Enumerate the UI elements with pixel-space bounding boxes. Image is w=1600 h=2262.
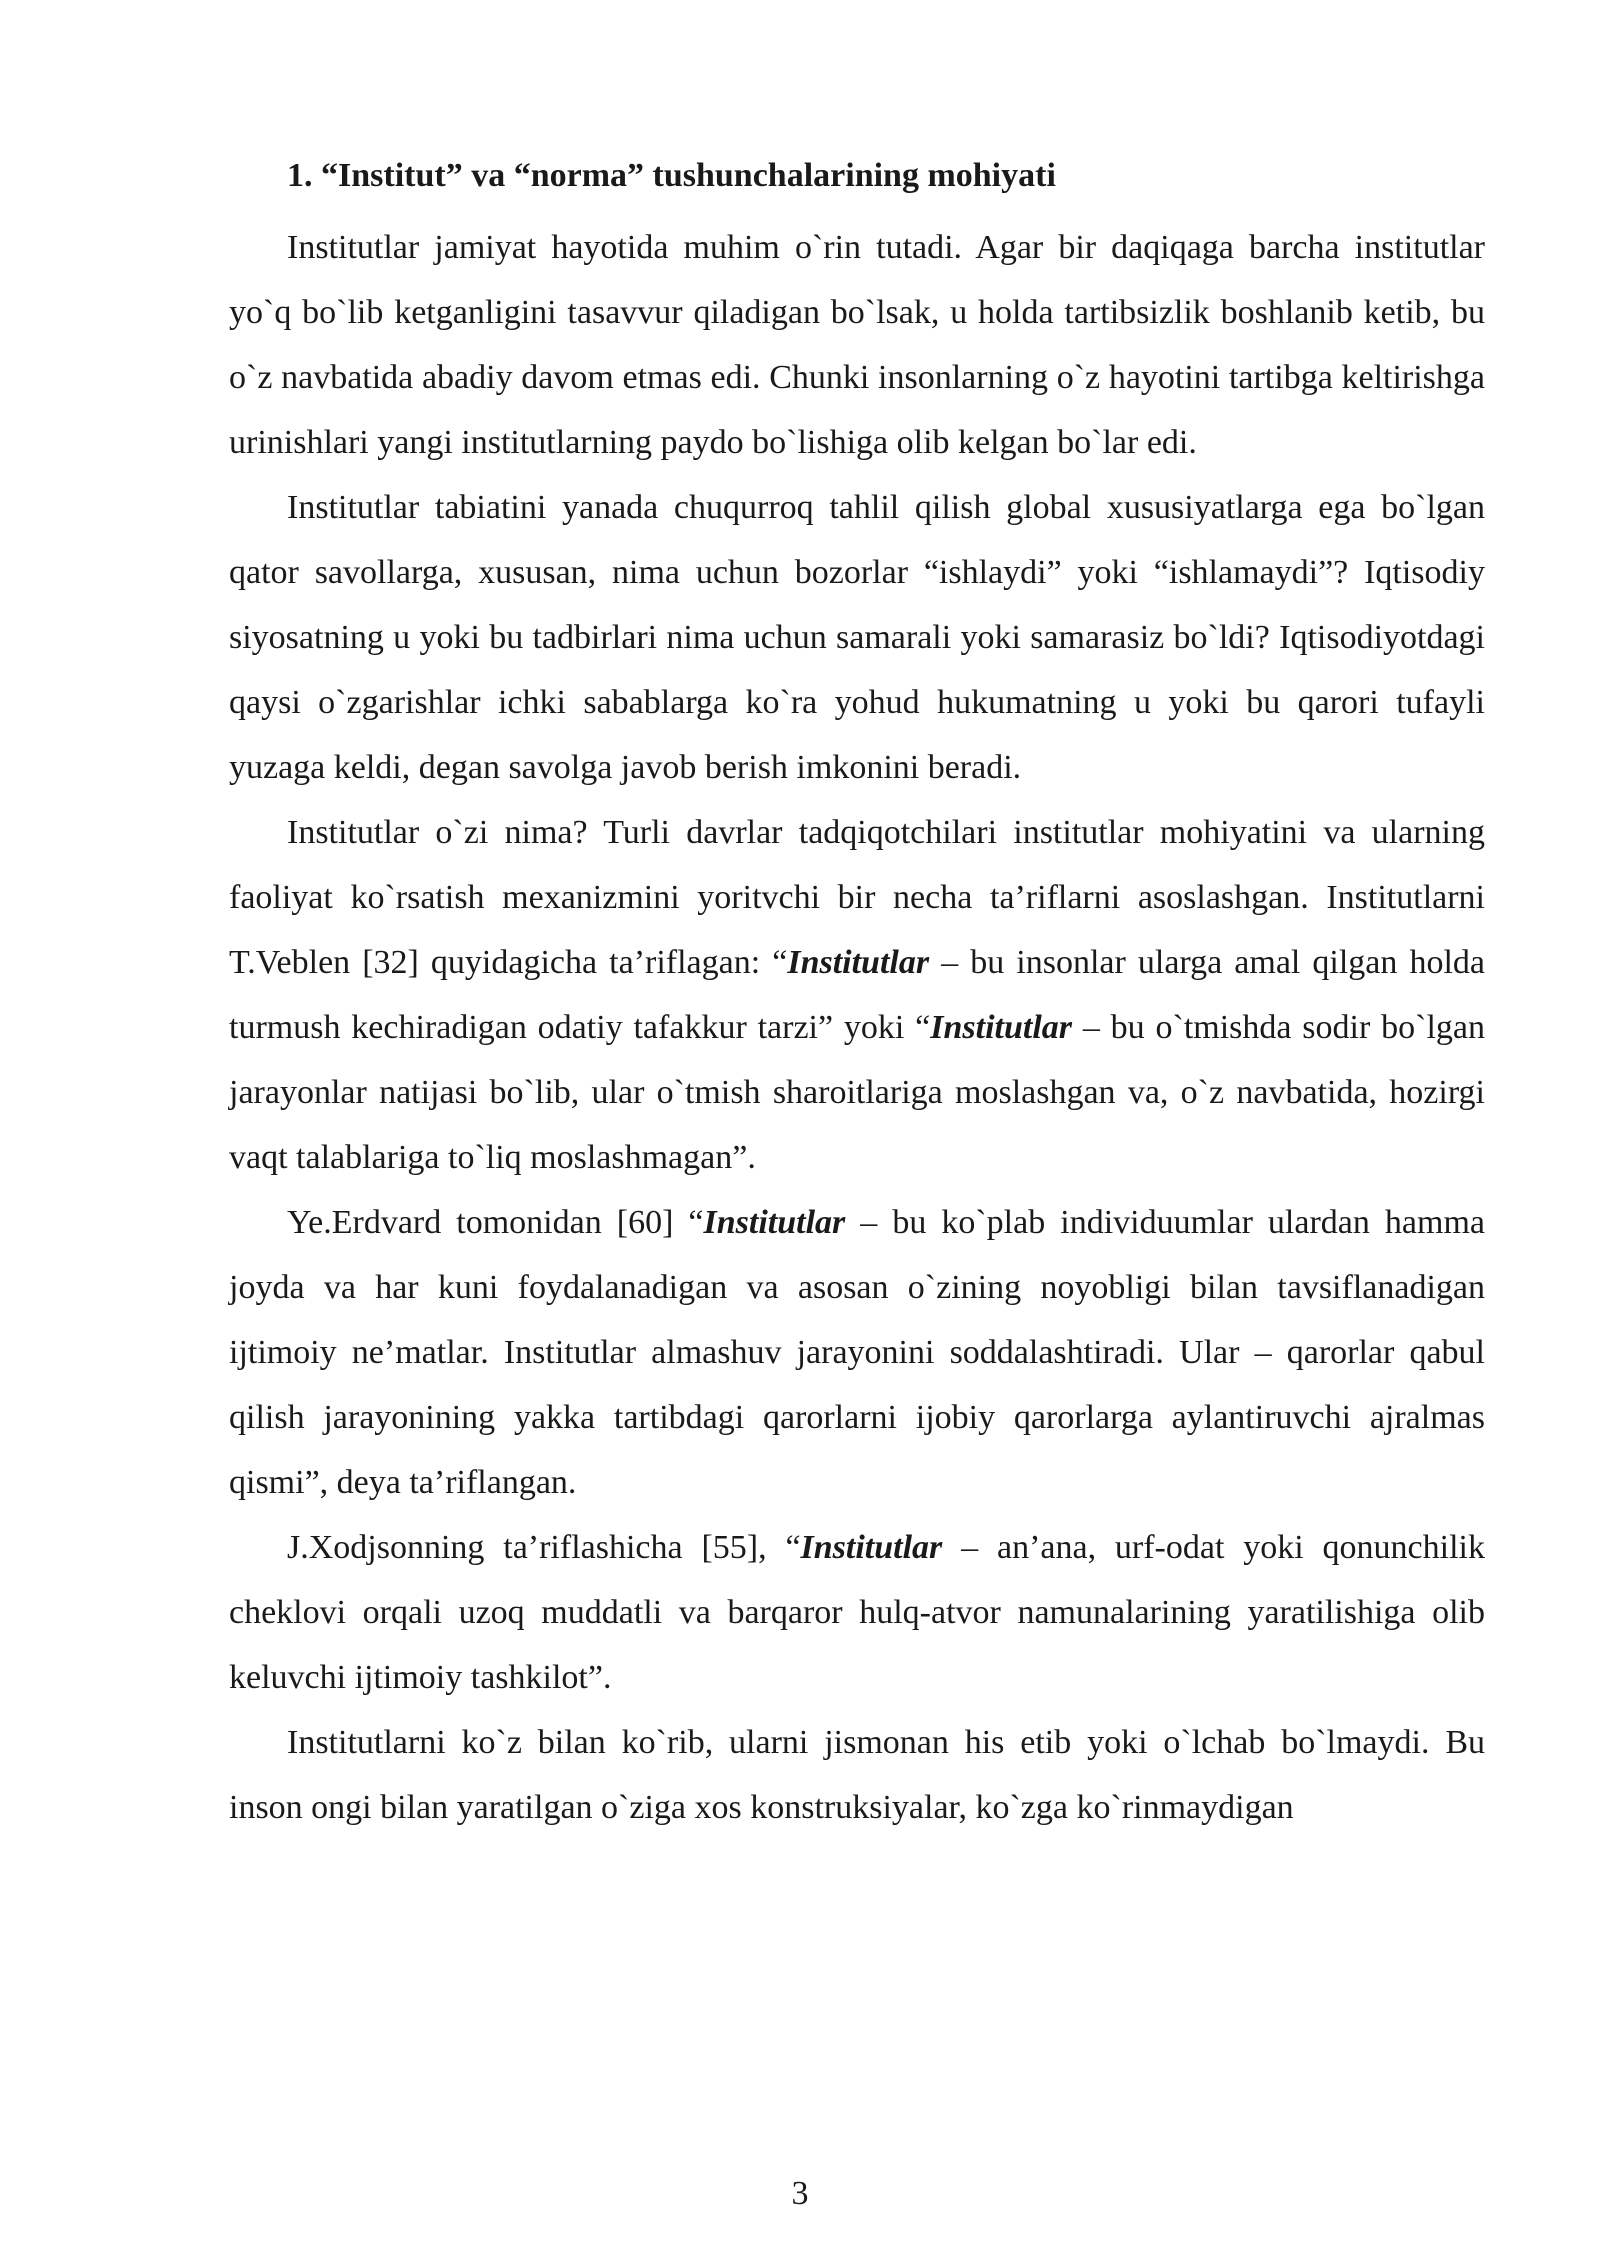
paragraph-1: Institutlar jamiyat hayotida muhim o`rin tutadi. Agar bir daqiqaga barcha institutlar yo`q bo`lib ketganligini tasavvur qiladigan bo`lsak, u holda tartibsizlik boshlanib ketib, bu o`z navbatida abadiy davom etmas edi. Chunki insonlarning o`z hayotini tartibga keltirishga urinishlari yangi institutlarning paydo bo`lishiga olib kelgan bo`lar edi. [229, 229, 1485, 461]
paragraph-5-text-a: J.Xodjsonning ta’riflashicha [55], “ [287, 1529, 801, 1566]
paragraph-3 [229, 800, 1485, 1190]
paragraph-2: Institutlar tabiatini yanada chuqurroq tahlil qilish global xususiyatlarga ega bo`lgan qator savollarga, xususan, nima uchun bozorlar “ishlaydi” yoki “ishlamaydi”? Iqtisodiy siyosatning u yoki bu tadbirlari nima uchun samarali yoki samarasiz bo`ldi? Iqtisodiyotdagi qaysi o`zgarishlar ichki sabablarga ko`ra yohud hukumatning u yoki bu qarori tufayli yuzaga keldi, degan savolga javob berish imkonini beradi. [229, 489, 1485, 786]
paragraph-3-text-b: – bu insonlar ularga amal qilgan holda turmush kechiradigan odatiy tafakkur tarzi” yoki “ [229, 944, 1485, 1046]
paragraph-5-text-b: – an’ana, urf-odat yoki qonunchilik cheklovi orqali uzoq muddatli va barqaror hulq-atvor namunalarining yaratilishiga olib keluvchi ijtimoiy tashkilot”. [229, 1529, 1485, 1696]
paragraph-5 [229, 1515, 1485, 1710]
page-content [229, 150, 1485, 1840]
term-institutlar: Institutlar [930, 1009, 1073, 1046]
paragraph-3-text-c: – bu o`tmishda sodir bo`lgan jarayonlar natijasi bo`lib, ular o`tmish sharoitlariga moslashgan va, o`z navbatida, hozirgi vaqt talablariga to`liq moslashmagan”. [229, 1009, 1485, 1176]
paragraph-4-text-a: Ye.Erdvard tomonidan [60] “ [287, 1204, 704, 1241]
paragraph-6: Institutlarni ko`z bilan ko`rib, ularni jismonan his etib yoki o`lchab bo`lmaydi. Bu inson ongi bilan yaratilgan o`ziga xos konstruksiyalar, ko`zga ko`rinmaydigan [229, 1724, 1485, 1826]
paragraph-3-text-a: Institutlar o`zi nima? Turli davrlar tadqiqotchilari institutlar mohiyatini va ularning faoliyat ko`rsatish mexanizmini yoritvchi bir necha ta’riflarni asoslashgan. Institutlarni T.Veblen [32] quyidagicha ta’riflagan: “ [229, 814, 1485, 981]
term-institutlar: Institutlar [800, 1529, 943, 1566]
section-heading: 1. “Institut” va “norma” tushunchalarining mohiyati [287, 157, 1056, 194]
term-institutlar: Institutlar [787, 944, 930, 981]
paragraph-4-text-b: – bu ko`plab individuumlar ulardan hamma joyda va har kuni foydalanadigan va asosan o`zining noyobligi bilan tavsiflanadigan ijtimoiy ne’matlar. Institutlar almashuv jarayonini soddalashtiradi. Ular – qarorlar qabul qilish jarayonining yakka tartibdagi qarorlarni ijobiy qarorlarga aylantiruvchi ajralmas qismi”, deya ta’riflangan. [229, 1204, 1485, 1501]
term-institutlar: Institutlar [703, 1204, 846, 1241]
paragraph-4 [229, 1190, 1485, 1515]
page-number: 3 [791, 2175, 809, 2212]
